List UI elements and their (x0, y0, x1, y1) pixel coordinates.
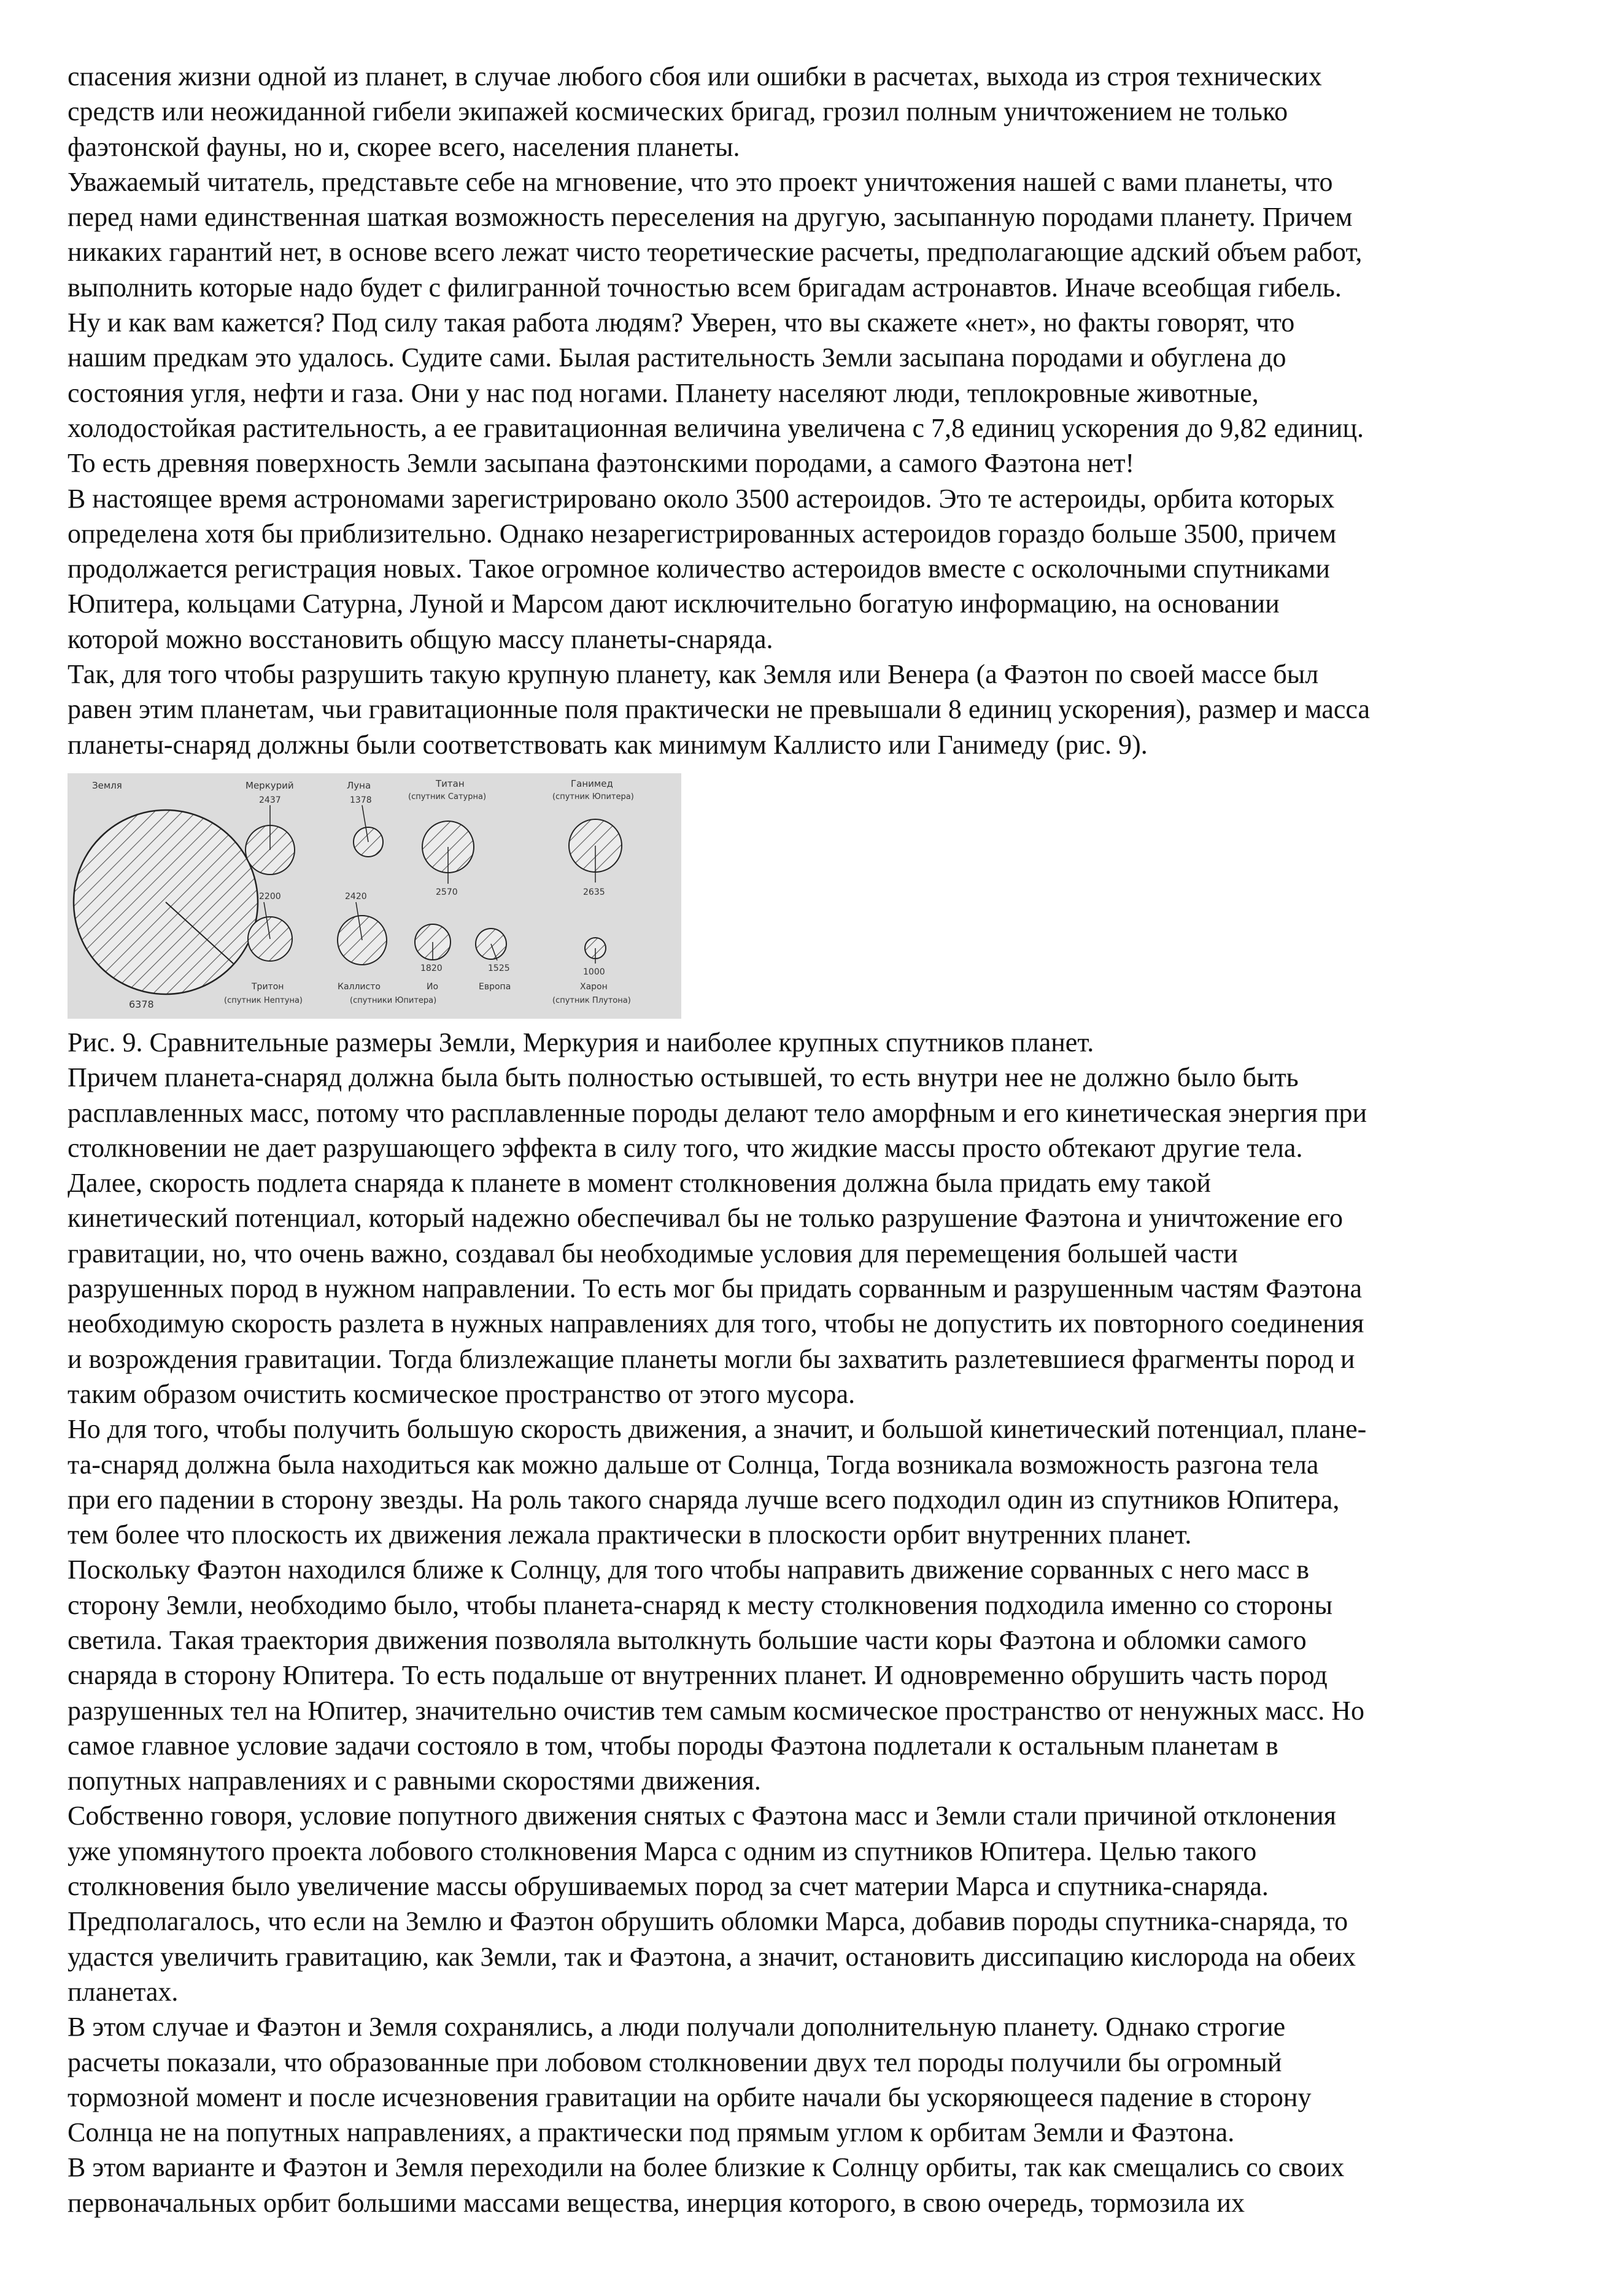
text-line: планетах. (68, 1976, 179, 2007)
text-line: которой можно восстановить общую массу планеты-снаряда. (68, 624, 773, 654)
charon-label: Харон (580, 981, 608, 992)
callisto-label: Каллисто (338, 981, 381, 992)
text-line: В настоящее время астрономами зарегистрировано около 3500 астероидов. Это те астероиды, орбита которых (68, 483, 1335, 514)
io-label: Ио (427, 981, 439, 992)
text-line: Юпитера, кольцами Сатурна, Луной и Марсом дают исключительно богатую информацию, на основании (68, 589, 1280, 619)
text-line: удастся увеличить гравитацию, как Земли, так и Фаэтона, а значит, остановить диссипацию кислорода на обеих (68, 1941, 1356, 1972)
text-line: равен этим планетам, чьи гравитационные поля практически не превышали 8 единиц ускорения), размер и масса (68, 694, 1371, 725)
text-line: выполнить которые надо будет с филигранной точностью всем бригадам астронавтов. Иначе всеобщая гибель. (68, 272, 1342, 303)
text-line: тем более что плоскость их движения лежала практически в плоскости орбит внутренних планет. (68, 1520, 1192, 1550)
mercury-label: Меркурий (246, 779, 294, 791)
document-page (68, 59, 1565, 2220)
europa-radius-label: 1525 (488, 963, 510, 973)
figure-9-diagram (68, 773, 681, 1019)
callisto-radius-label: 2420 (345, 891, 367, 902)
titan-label: Титан (436, 778, 465, 789)
mercury-radius-label: 2437 (259, 795, 281, 805)
text-line: То есть древняя поверхность Земли засыпана фаэтонскими породами, а самого Фаэтона нет! (68, 448, 1135, 479)
text-line: никаких гарантий нет, в основе всего лежат чисто теоретические расчеты, предполагающие адский объем работ, (68, 237, 1363, 268)
text-line: разрушенных тел на Юпитер, значительно очистив тем самым космическое пространство от ненужных масс. Но (68, 1695, 1365, 1726)
text-line: состояния угля, нефти и газа. Они у нас под ногами. Планету населяют люди, теплокровные животные, (68, 377, 1259, 408)
text-line: определена хотя бы приблизительно. Однако незарегистрированных астероидов гораздо больше 3500, причем (68, 518, 1337, 549)
text-line: та-снаряд должна была находиться как можно дальше от Солнца, Тогда возникала возможность разгона тела (68, 1449, 1319, 1480)
io-europa-sub-label: (спутники Юпитера) (350, 995, 437, 1005)
text-line: попутных направлениях и с равными скоростями движения. (68, 1766, 761, 1796)
text-line: расплавленных масс, потому что расплавленные породы делают тело аморфным и его кинетическая энергия при (68, 1097, 1367, 1128)
text-line: планеты-снаряд должны были соответствовать как минимум Каллисто или Ганимеду (рис. 9). (68, 729, 1148, 760)
moon-radius-label: 1378 (350, 795, 372, 805)
text-line: гравитации, но, что очень важно, создавал бы необходимые условия для перемещения большей части (68, 1238, 1238, 1269)
europa-label: Европа (479, 981, 511, 992)
text-line: перед нами единственная шаткая возможность переселения на другую, засыпанную породами планету. Причем (68, 202, 1353, 233)
text-line: Причем планета-снаряд должна была быть полностью остывшей, то есть внутри нее не должно было быть (68, 1062, 1299, 1093)
text-line: таким образом очистить космическое пространство от этого мусора. (68, 1378, 856, 1409)
text-line: Поскольку Фаэтон находился ближе к Солнцу, для того чтобы направить движение сорванных с него масс в (68, 1554, 1309, 1585)
text-line: нашим предкам это удалось. Судите сами. Былая растительность Земли засыпана породами и обуглена до (68, 342, 1286, 373)
text-line: первоначальных орбит большими массами вещества, инерция которого, в свою очередь, тормозила их (68, 2187, 1245, 2218)
ganymede-sub-label: (спутник Юпитера) (552, 792, 634, 801)
text-line: кинетический потенциал, который надежно обеспечивал бы не только разрушение Фаэтона и уничтожение его (68, 1203, 1344, 1234)
charon-radius-label: 1000 (583, 967, 605, 977)
text-line: спасения жизни одной из планет, в случае любого сбоя или ошибки в расчетах, выхода из строя технических (68, 61, 1322, 91)
titan-radius-label: 2570 (436, 887, 458, 897)
triton-radius-label: 2200 (259, 891, 281, 902)
text-line: продолжается регистрация новых. Такое огромное количество астероидов вместе с осколочными спутниками (68, 554, 1330, 584)
figure-9 (68, 773, 681, 1019)
text-line: снаряда в сторону Юпитера. То есть подальше от внутренних планет. И одновременно обрушить часть пород (68, 1660, 1328, 1691)
figure-caption: Рис. 9. Сравнительные размеры Земли, Меркурия и наиболее крупных спутников планет. (68, 1027, 1094, 1057)
text-line: уже упомянутого проекта лобового столкновения Марса с одним из спутников Юпитера. Целью такого (68, 1836, 1257, 1866)
text-block-top (68, 59, 1565, 762)
triton-label: Тритон (252, 981, 284, 992)
text-line: Предполагалось, что если на Землю и Фаэтон обрушить обломки Марса, добавив породы спутника-снаряда, то (68, 1906, 1348, 1937)
ganymede-label: Ганимед (571, 778, 613, 789)
earth-radius-label: 6378 (129, 998, 154, 1010)
text-line: В этом случае и Фаэтон и Земля сохранялись, а люди получали дополнительную планету. Однако строгие (68, 2012, 1286, 2042)
text-line: холодостойкая растительность, а ее гравитационная величина увеличена с 7,8 единиц ускорения до 9,82 единиц. (68, 412, 1364, 443)
text-line: расчеты показали, что образованные при лобовом столкновении двух тел породы получили бы огромный (68, 2047, 1282, 2077)
earth-label: Земля (92, 779, 122, 791)
moon-label: Луна (347, 779, 371, 791)
triton-sub-label: (спутник Нептуна) (224, 995, 303, 1005)
text-block-bottom (68, 1060, 1565, 2220)
text-line: средств или неожиданной гибели экипажей космических бригад, грозил полным уничтожением не только (68, 96, 1288, 127)
text-line: В этом варианте и Фаэтон и Земля переходили на более близкие к Солнцу орбиты, так как смещались со своих (68, 2152, 1345, 2183)
text-line: сторону Земли, необходимо было, чтобы планета-снаряд к месту столкновения подходила именно со стороны (68, 1589, 1333, 1620)
text-line: Ну и как вам кажется? Под силу такая работа людям? Уверен, что вы скажете «нет», но факты говорят, что (68, 307, 1295, 338)
text-line: светила. Такая траектория движения позволяла вытолкнуть большие части коры Фаэтона и обломки самого (68, 1624, 1307, 1655)
text-line: тормозной момент и после исчезновения гравитации на орбите начали бы ускоряющееся падение в сторону (68, 2082, 1312, 2112)
text-line: столкновения было увеличение массы обрушиваемых пород за счет материи Марса и спутника-снаряда. (68, 1871, 1269, 1902)
text-line: Уважаемый читатель, представьте себе на мгновение, что это проект уничтожения нашей с вами планеты, что (68, 166, 1333, 197)
text-line: разрушенных пород в нужном направлении. То есть мог бы придать сорванным и разрушенным частям Фаэтона (68, 1273, 1363, 1304)
text-line: самое главное условие задачи состояло в том, чтобы породы Фаэтона подлетали к остальным планетам в (68, 1730, 1278, 1761)
text-line: при его падении в сторону звезды. На роль такого снаряда лучше всего подходил один из спутников Юпитера, (68, 1484, 1340, 1515)
text-line: и возрождения гравитации. Тогда близлежащие планеты могли бы захватить разлетевшиеся фрагменты пород и (68, 1343, 1355, 1374)
text-line: столкновении не дает разрушающего эффекта в силу того, что жидкие массы просто обтекают другие тела. (68, 1132, 1303, 1163)
text-line: Но для того, чтобы получить большую скорость движения, а значит, и большой кинетический потенциал, плане- (68, 1414, 1367, 1445)
titan-sub-label: (спутник Сатурна) (408, 792, 487, 801)
text-line: необходимую скорость разлета в нужных направлениях для того, чтобы не допустить их повторного соединения (68, 1308, 1364, 1339)
io-radius-label: 1820 (420, 963, 443, 973)
text-line: Далее, скорость подлета снаряда к планете в момент столкновения должна была придать ему такой (68, 1168, 1211, 1199)
text-line: Так, для того чтобы разрушить такую крупную планету, как Земля или Венера (а Фаэтон по своей массе был (68, 659, 1319, 690)
text-line: Солнца не на попутных направлениях, а практически под прямым углом к орбитам Земли и Фаэтона. (68, 2117, 1235, 2148)
text-line: Собственно говоря, условие попутного движения снятых с Фаэтона масс и Земли стали причиной отклонения (68, 1801, 1336, 1831)
charon-sub-label: (спутник Плутона) (552, 995, 631, 1005)
text-line: фаэтонской фауны, но и, скорее всего, населения планеты. (68, 131, 740, 162)
ganymede-radius-label: 2635 (583, 887, 605, 897)
